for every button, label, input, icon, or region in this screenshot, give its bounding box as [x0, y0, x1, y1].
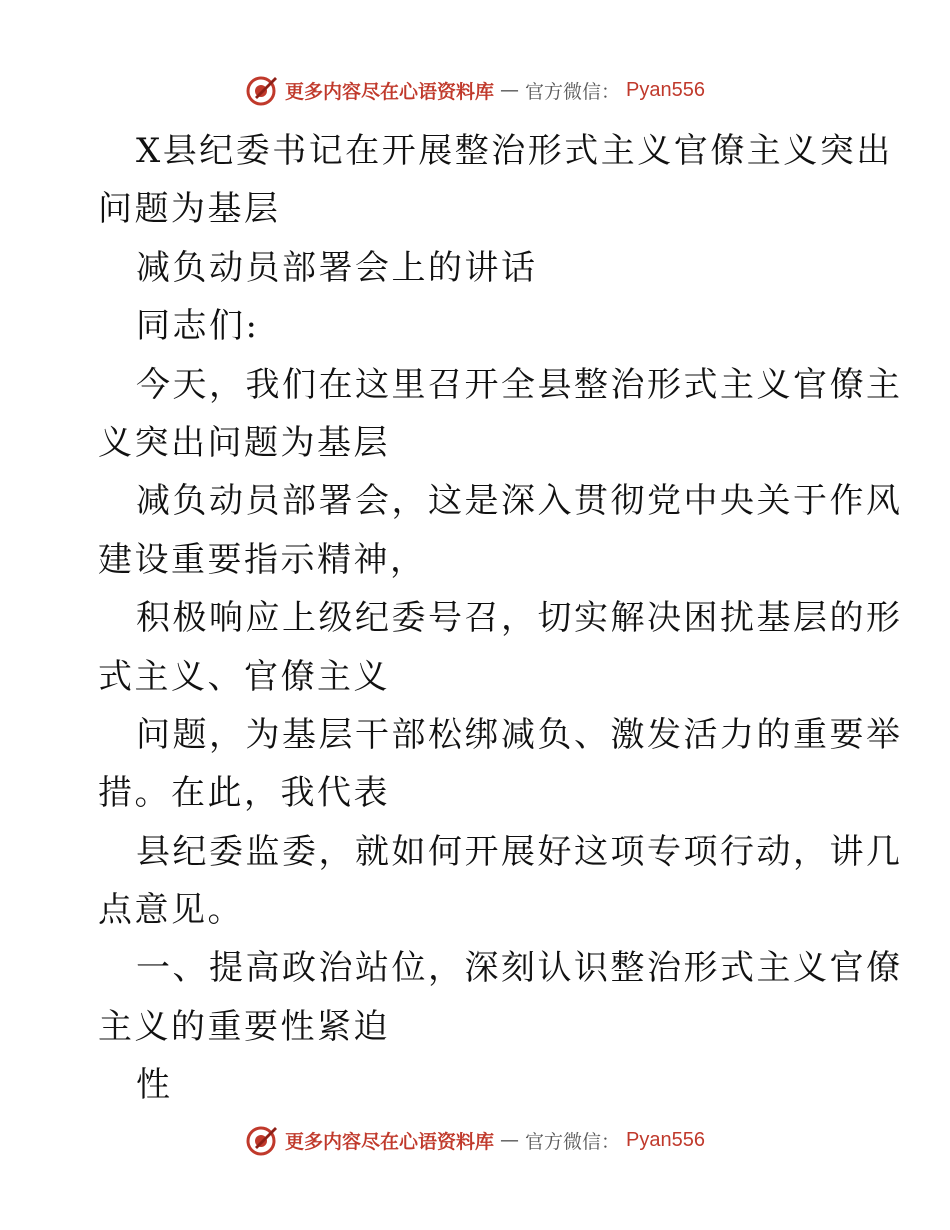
- paragraph-line: 问题，为基层干部松绑减负、激发活力的重要举: [136, 714, 903, 755]
- footer-watermark: [0, 1120, 950, 1160]
- watermark-handle: Pyan556: [626, 1128, 705, 1151]
- watermark-separator: —: [500, 1129, 520, 1151]
- paragraph-line-wrap: 义突出问题为基层: [98, 422, 390, 463]
- section-heading: 一、提高政治站位，深刻认识整治形式主义官僚: [136, 948, 903, 989]
- paragraph-line-wrap: 措。在此，我代表: [98, 773, 390, 814]
- salutation: 同志们:: [136, 306, 260, 347]
- pen-circle-logo-icon: [245, 73, 279, 107]
- paragraph-line: 今天，我们在这里召开全县整治形式主义官僚主: [136, 364, 903, 405]
- watermark-text: 更多内容尽在心语资料库: [285, 80, 495, 103]
- watermark-handle: Pyan556: [626, 78, 705, 101]
- document-body: [98, 122, 903, 1115]
- pen-circle-logo-icon: [245, 1123, 279, 1157]
- section-heading-wrap: 主义的重要性紧迫: [98, 1006, 390, 1047]
- paragraph-line-wrap: 点意见。: [98, 890, 244, 931]
- paragraph-line-wrap: 式主义、官僚主义: [98, 656, 390, 697]
- header-watermark: [0, 70, 950, 110]
- watermark-label: 官方微信：: [525, 80, 621, 103]
- watermark-label: 官方微信：: [525, 1130, 621, 1153]
- paragraph-line: 积极响应上级纪委号召，切实解决困扰基层的形: [136, 598, 903, 639]
- section-heading-wrap: 性: [136, 1065, 173, 1106]
- watermark-text: 更多内容尽在心语资料库: [285, 1130, 495, 1153]
- title-line-wrap: 问题为基层: [98, 189, 281, 230]
- paragraph-line: 县纪委监委，就如何开展好这项专项行动，讲几: [136, 831, 903, 872]
- title-line: 减负动员部署会上的讲话: [136, 247, 538, 288]
- paragraph-line-wrap: 建设重要指示精神，: [98, 539, 427, 580]
- watermark-separator: —: [500, 79, 520, 101]
- title-line: X县纪委书记在开展整治形式主义官僚主义突出: [136, 131, 893, 171]
- paragraph-line: 减负动员部署会，这是深入贯彻党中央关于作风: [136, 481, 903, 522]
